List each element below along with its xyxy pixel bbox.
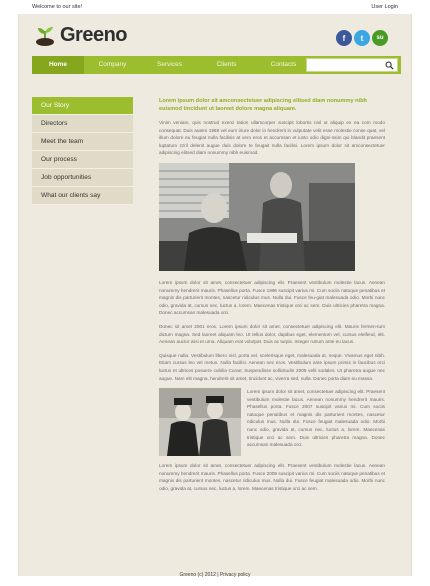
user-login-link[interactable]: User Login xyxy=(371,4,398,10)
paragraph-2: Lorem ipsum dolor sit amet, consectetuer adipiscing elit. Praesent vestibulum molestie lacus. Aenean nonummy hendrerit mauris. Phasellus porta. Fusce 1996 suscipit varius mi. Cum sociis natoque penatibus et magnis dis parturient montes, nascetur ridiculus mus. Nulla dui. Fusce feu-giat malesuada odio. Morbi nunc odio, gravida at, cursus nec, luctus a, lorem. Maecenas tristique orci ac sem. Duis ultricies pharetra magna. Donec accumsan malesuada orci. xyxy=(159,279,385,316)
paragraph-3: Donec sit amet 2001 eros. Lorem ipsum dolor sit amet, consectetuer adipiscing elit. Mauris fermen-tum dictum magna. Sed laoreet aliquam leo. Ut tellus dolor, dapibus eget, elementum vel, cursus eleifend, elit. Aenean auctor wisi et urna. Aliquam erat volutpat. Duis ac turpis. Integer rutrum ante eu lacus. xyxy=(159,323,385,345)
search-box xyxy=(306,58,398,72)
two-men-photo xyxy=(159,388,241,456)
sidebar-item-our-process[interactable]: Our process xyxy=(32,151,133,169)
paragraph-1: Vinim veniam, quis nostrud exerci tation ullamcorper suscipit lobortis nisl ut aliquip ex ea com modo consequat. Duis autem 1968 vel eum iriure dolor in hendrerit in vulputate velit esse molestie conse quat, vel illum dolore eu feugiat nulla facilisis at vero eros et accumsan et iusto odio digni-ssim qui blandit praesent luptatum zzril delenit augue duis dolore te feugait nulla facilisi. Lorem ipsum dolor sit amconsectetuer adipiscing elitsed diam nonummy nibh euismod. xyxy=(159,120,385,156)
twitter-icon[interactable]: t xyxy=(354,30,370,46)
search-icon[interactable] xyxy=(385,61,394,70)
sidebar-item-job-opportunities[interactable]: Job opportunities xyxy=(32,169,133,187)
nav-home[interactable]: Home xyxy=(32,56,84,74)
logo[interactable] xyxy=(34,24,127,47)
sidebar xyxy=(32,97,133,205)
nav-services[interactable]: Services xyxy=(157,61,182,68)
facebook-icon[interactable]: f xyxy=(336,30,352,46)
stumbleupon-icon[interactable]: su xyxy=(372,30,388,46)
sidebar-item-our-story[interactable]: Our Story xyxy=(32,97,133,115)
main-content xyxy=(159,97,385,498)
sidebar-item-directors[interactable]: Directors xyxy=(32,115,133,133)
sidebar-item-meet-the-team[interactable]: Meet the team xyxy=(32,133,133,151)
photo-row xyxy=(159,388,385,456)
nav-company[interactable]: Company xyxy=(98,61,127,68)
paragraph-6: Lorem ipsum dolor sit amet, consectetuer adipiscing elit. Praesent vestibulum molestie lacus. Aenean nonummy hendrerit mauris. Phasellus porta. Fusce 2009 suscipit varius mi. Cum sociis natoque penatibus et magnis dis parturient montes, nascetur ridiculus mus. Nulla dui. Fusce feugiat malesuada odio. Morbi nunc odio, gravida at, cursus nec, luctus a, lorem. Maecenas tristique orci ac sem. xyxy=(159,463,385,491)
main-nav xyxy=(32,56,401,74)
office-photo xyxy=(159,163,355,271)
social-links xyxy=(336,30,388,46)
sidebar-item-what-our-clients-say[interactable]: What our clients say xyxy=(32,187,133,205)
brand-name: Greeno xyxy=(60,24,128,46)
nav-clients[interactable]: Clients xyxy=(216,61,237,68)
lead-text: Lorem ipsum dolor sit amconsectetuer adipiscing elitsed diam nonummy nibh euismod tincidunt ut laoreet dolore magna aliquam. xyxy=(159,98,367,112)
paragraph-5: Lorem ipsum dolor sit amet, consectetuer adipiscing elit. Praesent vestibulum molestie lacus. Aenean nonummy hendrerit mauris. Phasellus porta. Fusce 2007 suscipit varius mi. Cum sociis natoque penatibus et magnis dis parturient montes, nascetur ridiculus mus. Nulla dui. Fusce feugiat malesuada odio. Morbi nunc odio, gravida at, cursus nec, luctus a, lorem. Maecenas tristique orci ac sem. Duis ultricies pharetra magna. Donec accumsan malesuada orci. xyxy=(247,389,385,448)
nav-contacts[interactable]: Contacts xyxy=(270,61,297,68)
footer: Greeno (c) 2012 | Privacy policy xyxy=(179,572,251,578)
paragraph-4: Quisque nulla. Vestibulum libero nisl, porta vel, scelerisque eget, malesuada at, neque. Vivamus eget nibh. Etiam cursus leo vel metus. Nulla facilisi. Aenean nec eros. Vestibulum ante ipsum primis in faucibus orci luctus et ultrices posuere cubilia Curae; Suspendisse sollicitudin 2005 velit sodales. Ut pharetra augue nec augue. Nam elit magna, hendrerit sit amet, tincidunt ac, viverra sed, nulla. Donec porta diam eu massa. xyxy=(159,352,385,381)
sprout-icon xyxy=(34,25,56,47)
search-input[interactable] xyxy=(307,65,383,77)
top-bar xyxy=(0,0,430,14)
welcome-text: Welcome to our site! xyxy=(32,4,83,10)
